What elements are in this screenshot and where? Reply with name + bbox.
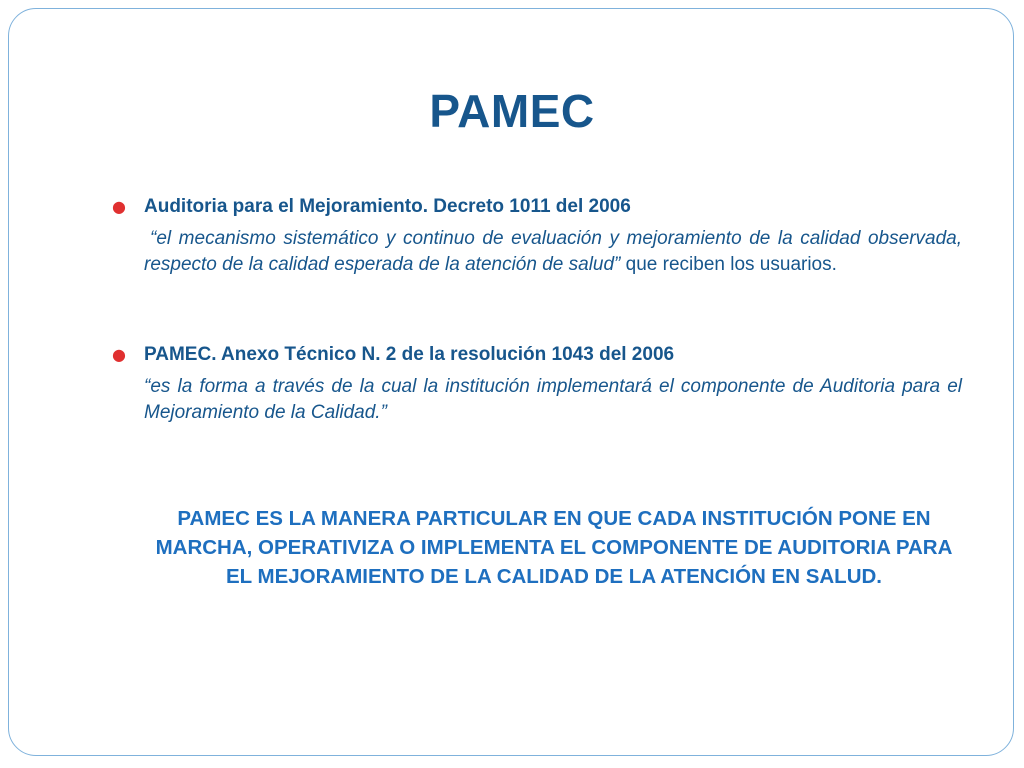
bullet-row	[112, 344, 962, 366]
bullet-body	[144, 374, 962, 426]
bullet-dot-icon: ●	[112, 345, 126, 364]
bullet-item-resolucion	[112, 344, 962, 426]
slide-title: PAMEC	[429, 85, 595, 137]
bullet-heading: Auditoria para el Mejoramiento. Decreto 1011 del 2006	[144, 196, 631, 217]
bullet-quote: “el mecanismo sistemático y continuo de evaluación y mejoramiento de la calidad observada, respecto de la calidad esperada de la atención de salud”	[144, 228, 962, 275]
bullet-item-decreto	[112, 196, 962, 278]
summary-statement: PAMEC ES LA MANERA PARTICULAR EN QUE CADA INSTITUCIÓN PONE EN MARCHA, OPERATIVIZA O IMPLEMENTA EL COMPONENTE DE AUDITORIA PARA EL MEJORAMIENTO DE LA CALIDAD DE LA ATENCIÓN EN SALUD.	[155, 507, 953, 588]
bullet-heading: PAMEC. Anexo Técnico N. 2 de la resolución 1043 del 2006	[144, 344, 675, 365]
bullet-dot-icon: ●	[112, 197, 126, 216]
bullet-row	[112, 196, 962, 218]
bullet-tail: que reciben los usuarios.	[620, 254, 837, 275]
bullet-quote: “es la forma a través de la cual la institución implementará el componente de Auditoria para el Mejoramiento de la Calidad.”	[144, 376, 962, 423]
bullet-body	[144, 226, 962, 278]
